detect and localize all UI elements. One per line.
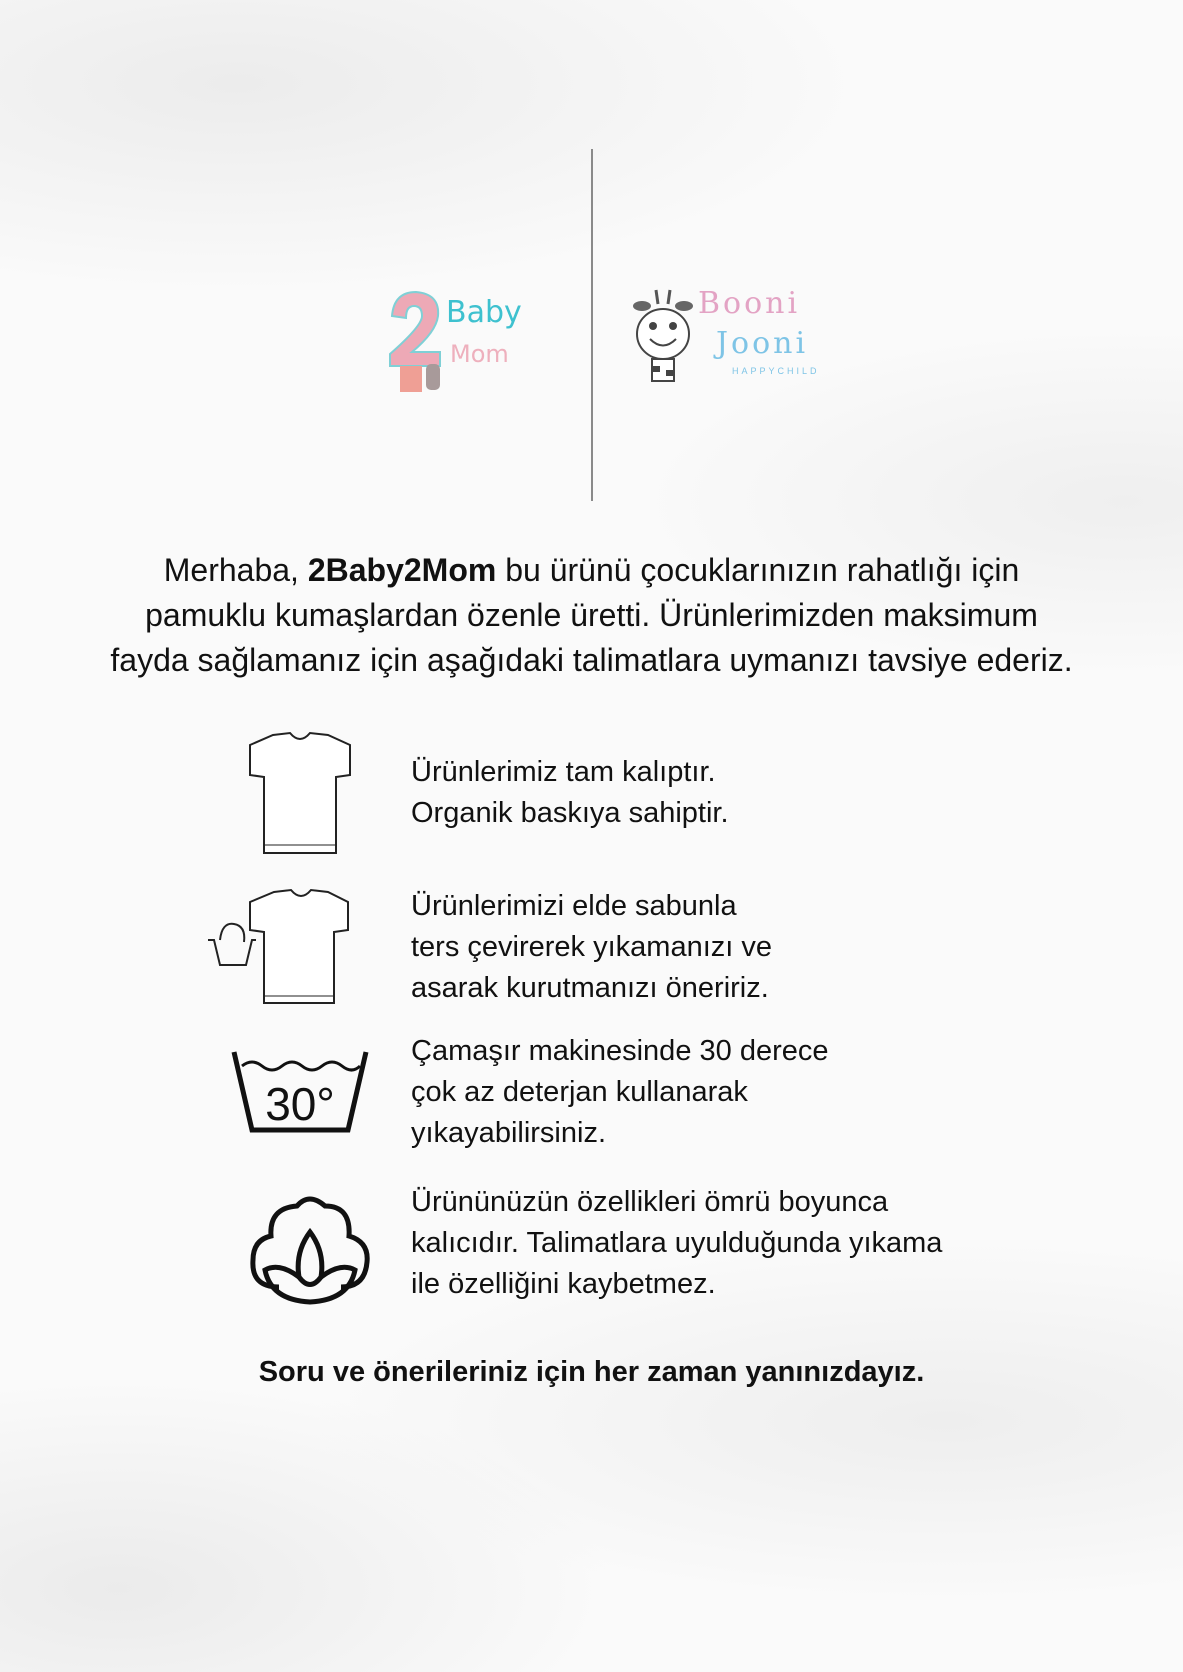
instruction-line: yıkayabilirsiniz.: [411, 1117, 606, 1149]
logo-divider: [591, 149, 593, 501]
instruction-line: Ürününüzün özellikleri ömrü boyunca: [411, 1186, 889, 1218]
instruction-line: kalıcıdır. Talimatlara uyulduğunda yıkama: [411, 1227, 943, 1259]
logo-booni: Booni: [698, 286, 801, 321]
wash-temperature: 30°: [265, 1078, 335, 1130]
instruction-fit: [411, 752, 729, 834]
instruction-durability: [411, 1182, 942, 1305]
instruction-line: asarak kurutmanızı öneririz.: [411, 972, 769, 1004]
intro-text: Merhaba,: [163, 552, 308, 588]
instruction-line: Ürünlerimizi elde sabunla: [411, 890, 737, 922]
2baby2mom-logo: [386, 290, 536, 395]
intro-line-2: pamuklu kumaşlardan özenle üretti. Ürünlerimizden maksimum: [145, 597, 1038, 633]
instruction-line: Organik baskıya sahiptir.: [411, 797, 729, 829]
instruction-line: Ürünlerimiz tam kalıptır.: [411, 756, 716, 788]
svg-text:Baby: Baby: [446, 295, 522, 330]
boonijooni-logo: [634, 284, 849, 384]
giraffe-icon: [634, 284, 694, 384]
intro-text: bu ürünü çocuklarınızın rahatlığı için: [496, 552, 1020, 588]
instruction-machine-wash: [411, 1031, 828, 1154]
wash-30-icon: [232, 1050, 370, 1134]
logo-jooni: Jooni: [716, 326, 809, 361]
cotton-icon: [249, 1192, 371, 1308]
instruction-line: Çamaşır makinesinde 30 derece: [411, 1035, 829, 1067]
instruction-hand-wash: [411, 886, 772, 1009]
instruction-line: ters çevirerek yıkamanızı ve: [411, 931, 772, 963]
footer-message: Soru ve önerileriniz için her zaman yanınızdayız.: [258, 1356, 925, 1388]
brand-name: 2Baby2Mom: [307, 552, 497, 588]
2baby2mom-logo-graphic: [386, 290, 536, 395]
logo-tagline: HAPPYCHILD: [732, 366, 820, 376]
intro-line-3: fayda sağlamanız için aşağıdaki talimatlara uymanızı tavsiye ederiz.: [110, 642, 1073, 678]
svg-text:Mom: Mom: [450, 340, 509, 368]
instruction-line: ile özelliğini kaybetmez.: [411, 1268, 716, 1300]
tshirt-icon: [248, 733, 353, 855]
instruction-line: çok az deterjan kullanarak: [411, 1076, 748, 1108]
boonijooni-wordmark: [698, 284, 858, 378]
intro-paragraph: [0, 548, 1183, 683]
hand-wash-icon: [206, 890, 351, 1005]
